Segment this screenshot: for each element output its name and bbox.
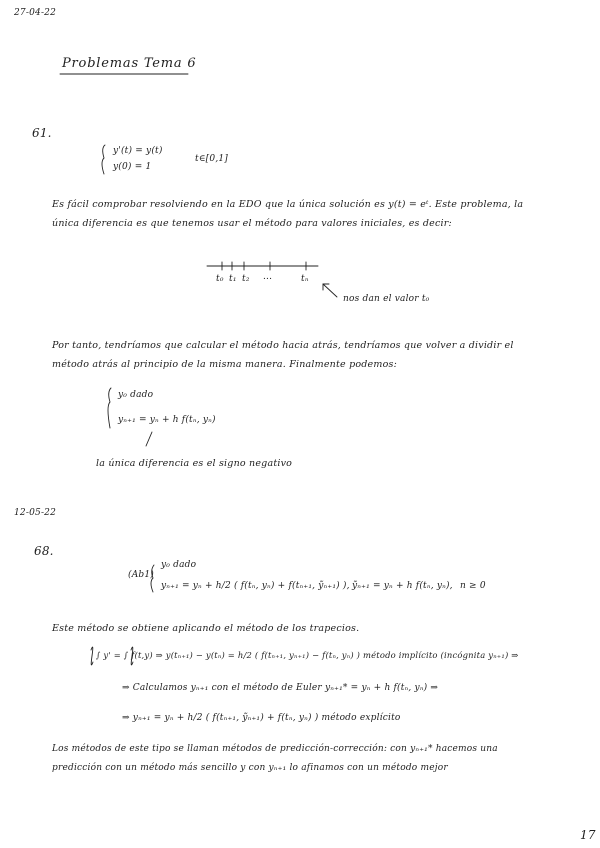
equation-line: ⇒ Calculamos yₙ₊₁ con el método de Euler yₙ₊₁* = yₙ + h f(tₙ, yₙ) ⇒ bbox=[122, 683, 439, 693]
note-arrow bbox=[146, 432, 152, 446]
axis-tick-label: t₁ bbox=[229, 274, 237, 284]
equation-line: ∫ y' = ∫ f(t,y) ⇒ y(tₙ₊₁) − y(tₙ) = h/2 ( f(tₙ₊₁, yₙ₊₁) − f(tₙ, yₙ) ) método implícito (incógnita yₙ₊₁) ⇒ bbox=[96, 650, 519, 660]
equation-line: yₙ₊₁ = yₙ + h/2 ( f(tₙ, yₙ) + f(tₙ₊₁, ỹₙ₊₁) ), bbox=[161, 581, 350, 591]
domain-label: t∈[0,1] bbox=[195, 154, 229, 164]
axis-tick-label: t₂ bbox=[242, 274, 250, 284]
equation-line: y₀ dado bbox=[118, 390, 154, 400]
equation-line: y'(t) = y(t) bbox=[113, 146, 163, 156]
problem-number: 61. bbox=[32, 126, 52, 140]
page-title: Problemas Tema 6 bbox=[62, 56, 197, 71]
axis-tick-label: tₙ bbox=[301, 274, 309, 284]
equation-line: yₙ₊₁ = yₙ + h f(tₙ, yₙ) bbox=[118, 415, 216, 425]
equation-line: y₀ dado bbox=[161, 560, 197, 570]
method-label: (Ab1) bbox=[128, 570, 155, 580]
system-brace-1 bbox=[102, 145, 105, 174]
paragraph: Es fácil comprobar resolviendo en la EDO que la única solución es y(t) = eᵗ. Este problema, la única diferencia es que tenemos usar el método para valores iniciales, es decir: bbox=[52, 199, 524, 229]
paragraph: Este método se obtiene aplicando el método de los trapecios. bbox=[52, 623, 360, 634]
paragraph: Los métodos de este tipo se llaman métodos de predicción-corrección: con yₙ₊₁* hacemos una predicción con un método más sencillo y con yₙ₊₁ lo afinamos con un método mejor bbox=[52, 744, 498, 773]
equation-line: n ≥ 0 bbox=[460, 581, 486, 591]
axis-tick-label: ... bbox=[263, 272, 273, 282]
system-brace-2 bbox=[108, 388, 111, 428]
date-header: 12-05-22 bbox=[14, 508, 57, 518]
equation-line: y(0) = 1 bbox=[113, 162, 152, 172]
date-header: 27-04-22 bbox=[14, 8, 57, 18]
annotation: nos dan el valor t₀ bbox=[343, 294, 430, 304]
paragraph: Por tanto, tendríamos que calcular el método hacia atrás, tendríamos que volver a dividir el método atrás al principio de la misma manera. Finalmente podemos: bbox=[52, 340, 514, 370]
pointer-arrow bbox=[323, 284, 337, 297]
page-number: 17 bbox=[580, 828, 596, 842]
integral-sign-1 bbox=[91, 647, 93, 665]
axis-tick-label: t₀ bbox=[216, 274, 224, 284]
note-text: la única diferencia es el signo negativo bbox=[96, 458, 293, 469]
problem-number: 68. bbox=[34, 544, 54, 558]
equation-line: ỹₙ₊₁ = yₙ + h f(tₙ, yₙ), bbox=[352, 581, 453, 591]
equation-line: ⇒ yₙ₊₁ = yₙ + h/2 ( f(tₙ₊₁, ỹₙ₊₁) + f(tₙ, yₙ) ) método explícito bbox=[122, 713, 401, 723]
